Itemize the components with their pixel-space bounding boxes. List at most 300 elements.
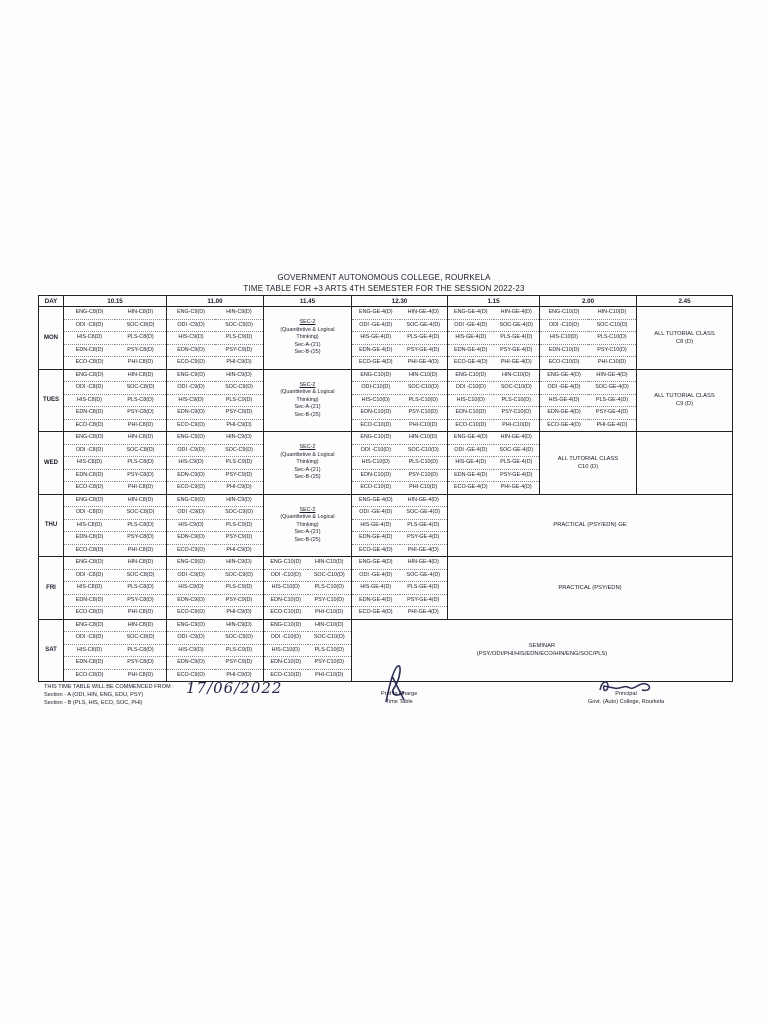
subject-code: HIN-C9(D) [215,432,263,445]
subject-code: ENG-C9(D) [167,620,215,633]
subject-code: PSY-GE-4(D) [400,345,448,358]
subject-code: SOC-C9(D) [215,445,263,458]
col-header-1145: 11.45 [264,296,352,307]
sec2-block [264,444,351,482]
slot-1230 [352,369,448,432]
subject-grid [264,620,351,682]
subject-code: HIS-C10(D) [264,645,308,658]
col-header-1230: 12.30 [352,296,448,307]
tutorial-label: ALL TUTORIAL CLASS [654,393,715,400]
subject-code: PHI-C9(D) [226,484,252,490]
subject-code: PLS-C8(D) [115,520,166,533]
subject-code: PSY-C10(D) [308,657,352,670]
subject-code: PHI-C10(D) [315,671,344,678]
sec2-block [264,319,351,357]
subject-code: ECO-C9(D) [177,609,205,615]
slot-practical: PRACTICAL (PSY/EDN) GE [448,494,733,557]
subject-code: HIS-C10(D) [540,332,588,345]
subject-code: ENG-GE-4(D) [352,557,400,570]
slot-115 [448,432,540,495]
slot-115 [448,307,540,370]
subject-code: PSY-C8(D) [115,345,166,358]
subject-code: ENG-GE-4(D) [352,307,400,320]
subject-code: ENG-C8(D) [64,557,115,570]
subject-grid [540,307,636,369]
subject-code: HIN-GE-4(D) [494,432,540,445]
subject-code: SOC-C9(D) [215,382,263,395]
subject-code: HIN-C10(D) [400,370,448,383]
day-label: TUES [39,369,64,432]
subject-code: EDN-C10(D) [264,595,308,608]
subject-code: PLS-C10(D) [308,582,352,595]
slot-1015 [64,619,167,682]
subject-code: SOC-GE-4(D) [400,570,448,583]
subject-code: ODI -GE-4(D) [352,570,400,583]
tutorial-label: ALL TUTORIAL CLASS [557,455,619,462]
subject-code: ODI -C8(D) [64,570,115,583]
slot-1015 [64,494,167,557]
subject-code: EDN-GE-4(D) [352,345,400,358]
sec2-line: Sec-A-(21) [294,529,321,535]
subject-code: HIS-C8(D) [64,395,115,408]
subject-code: PSY-C8(D) [115,595,166,608]
subject-code: PSY-C8(D) [115,470,166,483]
subject-code: HIS-GE-4(D) [352,520,400,533]
slot-1100 [167,619,264,682]
subject-code: PLS-C9(D) [215,395,263,408]
subject-code: HIN-C8(D) [115,557,166,570]
col-header-1100: 11.00 [167,296,264,307]
subject-code: SOC-GE-4(D) [400,320,448,333]
subject-code: HIS-C10(D) [264,582,308,595]
subject-code: PHI-GE-4(D) [407,609,439,615]
subject-grid [352,370,447,432]
subject-code: ENG-C10(D) [540,307,588,320]
subject-code: ECO-GE-4(D) [358,546,393,553]
subject-code: PHI-GE-4(D) [500,359,532,365]
subject-code: PHI-C8(D) [127,671,154,678]
subject-grid [167,307,263,369]
subject-code: HIS-C10(D) [352,457,400,470]
subject-code: HIN-C9(D) [215,620,263,633]
subject-code: ENG-C8(D) [64,620,115,633]
subject-code: HIS-C8(D) [64,457,115,470]
subject-code: ODI -GE-4(D) [448,445,494,458]
col-header-day: DAY [39,296,64,307]
subject-code: EDN-C10(D) [352,407,400,420]
subject-code: ENG-GE-4(D) [448,307,494,320]
subject-code: PLS-C10(D) [400,457,448,470]
subject-code: SOC-C10(D) [308,632,352,645]
subject-code: PLS-C8(D) [115,332,166,345]
subject-code: SOC-C9(D) [215,632,263,645]
subject-code: ENG-C10(D) [264,557,308,570]
slot-200 [540,307,637,370]
subject-code: HIN-C9(D) [215,307,263,320]
subject-code: PSY-GE-4(D) [494,470,540,483]
subject-code: HIS-C9(D) [167,645,215,658]
sec2-line: (Quantitetive & Logical [280,514,335,520]
subject-code: PHI-C10(D) [315,609,344,615]
subject-code: ECO-C10(D) [360,484,392,490]
slot-1230 [352,432,448,495]
header-row [39,296,733,307]
subject-code: PHI-C10(D) [409,421,438,428]
subject-code: ECO-GE-4(D) [358,609,393,615]
slot-1145-sec2 [264,494,352,557]
subject-code: ODI -C10(D) [264,632,308,645]
subject-code: ODI -GE-4(D) [540,382,588,395]
subject-code: SOC-C10(D) [400,445,448,458]
subject-code: ECO-C8(D) [75,546,104,553]
subject-code: ODI -C9(D) [167,570,215,583]
subject-code: ECO-GE-4(D) [547,421,581,428]
subject-code: PLS-GE-4(D) [400,582,448,595]
subject-code: ECO-C8(D) [75,484,104,490]
slot-200-tutorial [540,432,637,495]
tutorial-label: ALL TUTORIAL CLASS [654,330,715,337]
subject-code: HIS-GE-4(D) [540,395,588,408]
subject-code: HIN-C10(D) [588,307,636,320]
subject-code: PHI-C10(D) [409,484,438,490]
slot-1015 [64,557,167,620]
principal-college: Govt. (Auto) College, Rourkela [587,699,665,705]
subject-code: HIS-C8(D) [64,520,115,533]
subject-code: HIS-C10(D) [448,395,494,408]
footer-notes [44,683,174,707]
subject-code: HIS-GE-4(D) [352,332,400,345]
slot-1100 [167,369,264,432]
subject-code: PSY-GE-4(D) [400,595,448,608]
slot-1145 [264,557,352,620]
section-a-note: Section - A (ODI, HIN, ENG, EDU, PSY) [44,692,144,698]
subject-code: ODI -C8(D) [64,632,115,645]
subject-grid [540,370,636,432]
subject-code: HIN-GE-4(D) [400,495,448,508]
col-header-115: 1.15 [448,296,540,307]
sec2-line: Sec-B-(25) [294,349,321,355]
subject-code: PSY-C9(D) [215,657,263,670]
subject-code: SOC-C8(D) [115,445,166,458]
subject-code: PLS-GE-4(D) [400,520,448,533]
day-label: WED [39,432,64,495]
subject-code: ENG-C9(D) [167,432,215,445]
subject-code: HIS-C9(D) [167,520,215,533]
slot-1015 [64,369,167,432]
subject-code: PLS-C10(D) [588,332,636,345]
subject-code: SOC-C8(D) [115,507,166,520]
subject-grid [64,307,166,369]
subject-code: HIN-C9(D) [215,370,263,383]
slot-1145-sec2 [264,369,352,432]
subject-code: SOC-C8(D) [115,632,166,645]
subject-code: ENG-C10(D) [352,432,400,445]
sec2-line: Sec-B-(25) [294,474,321,480]
subject-code: ECO-C10(D) [360,421,392,428]
subject-grid [352,307,447,369]
subject-code: HIS-C9(D) [167,582,215,595]
subject-grid [448,432,539,494]
subject-code: ECO-C9(D) [177,671,205,678]
subject-code: PHI-C10(D) [502,421,531,428]
slot-245-tutorial [637,369,733,432]
subject-code: ODI -C10(D) [264,570,308,583]
slot-1100 [167,557,264,620]
subject-code: PLS-GE-4(D) [400,332,448,345]
subject-code: ENG-C8(D) [64,370,115,383]
subject-code: PLS-C9(D) [215,457,263,470]
subject-grid [167,432,263,494]
subject-code: ECO-C9(D) [177,484,205,490]
col-header-1015: 10.15 [64,296,167,307]
day-label: MON [39,307,64,370]
slot-1100 [167,307,264,370]
subject-code: PLS-C10(D) [494,395,540,408]
subject-code: PSY-C8(D) [115,657,166,670]
subject-code: ODI -C8(D) [64,320,115,333]
subject-code: EDN-GE-4(D) [448,345,494,358]
subject-code: PLS-C9(D) [215,332,263,345]
subject-code: ENG-GE-4(D) [540,370,588,383]
prof-subtitle: Time Table [385,699,413,705]
sec2-line: (Quantitetive & Logical [280,326,335,333]
subject-code: PHI-C9(D) [226,546,252,553]
slot-245-empty [637,432,733,495]
subject-grid [352,557,447,619]
subject-code: PLS-GE-4(D) [494,457,540,470]
day-row-mon [39,307,733,370]
subject-code: SOC-C10(D) [308,570,352,583]
subject-code: PLS-GE-4(D) [588,395,636,408]
subject-code: SOC-C8(D) [115,320,166,333]
subject-code: ODI -C8(D) [64,507,115,520]
subject-code: ODI -C9(D) [167,320,215,333]
subject-code: SOC-C9(D) [215,320,263,333]
prof-title: Prof In Charge [381,691,418,697]
subject-code: ODI -C9(D) [167,632,215,645]
subject-code: HIS-GE-4(D) [448,332,494,345]
subject-code: HIS-C9(D) [167,332,215,345]
subject-grid [64,370,166,432]
principal-label [566,690,686,706]
subject-code: ODI -GE-4(D) [352,507,400,520]
subject-code: PLS-C10(D) [400,395,448,408]
subject-code: SOC-GE-4(D) [494,320,540,333]
subject-code: PSY-GE-4(D) [400,532,448,545]
sec2-line: Thinking) [296,459,319,465]
subject-code: ECO-C8(D) [75,609,104,615]
principal-title: Principal [615,691,637,697]
tutorial-code: C8 (D) [675,338,694,345]
day-row-tues [39,369,733,432]
col-header-245: 2.45 [637,296,733,307]
subject-code: EDN-C10(D) [352,470,400,483]
slot-1015 [64,432,167,495]
subject-code: EDN-C9(D) [167,345,215,358]
subject-grid [448,307,539,369]
subject-code: PHI-C9(D) [226,421,252,428]
slot-245-tutorial [637,307,733,370]
subject-code: PHI-C9(D) [226,671,252,678]
sec2-line: Sec-B-(25) [294,536,321,543]
subject-grid [64,432,166,494]
subject-code: ECO-C10(D) [270,609,302,615]
subject-grid [167,370,263,432]
sec2-line: Sec-A-(21) [294,404,321,410]
subject-code: ENG-C8(D) [64,432,115,445]
subject-code: SOC-C10(D) [588,320,636,333]
subject-code: PSY-C8(D) [115,407,166,420]
subject-grid [167,557,263,619]
subject-code: PHI-C8(D) [127,609,154,615]
subject-code: SOC-GE-4(D) [494,445,540,458]
subject-code: EDN-C9(D) [167,470,215,483]
subject-grid [167,620,263,682]
subject-code: PSY-C9(D) [215,595,263,608]
subject-code: PHI-GE-4(D) [407,546,439,553]
subject-code: HIN-C8(D) [115,495,166,508]
subject-code: EDN-C9(D) [167,595,215,608]
subject-code: EDN-C8(D) [64,345,115,358]
subject-code: ENG-C9(D) [167,495,215,508]
subject-grid [448,370,539,432]
sec2-block [264,507,351,545]
subject-code: PLS-C9(D) [215,645,263,658]
subject-code: SOC-GE-4(D) [400,507,448,520]
subject-code: ENG-C8(D) [64,495,115,508]
subject-code: PSY-C10(D) [400,470,448,483]
subject-code: ECO-C10(D) [455,421,487,428]
subject-code: PHI-C8(D) [127,359,154,365]
subject-code: HIN-C10(D) [494,370,540,383]
subject-code: PLS-C10(D) [308,645,352,658]
subject-code: PLS-C8(D) [115,395,166,408]
subject-grid [264,557,351,619]
subject-code: SOC-C9(D) [215,507,263,520]
sec2-title: SEC-2 [299,444,316,450]
subject-code: PSY-GE-4(D) [588,407,636,420]
subject-grid [64,620,166,682]
subject-code: HIS-C10(D) [352,395,400,408]
subject-code: ECO-GE-4(D) [358,359,393,365]
subject-code: ODI -C9(D) [167,507,215,520]
sec2-title: SEC-2 [299,506,316,513]
subject-code: HIS-C9(D) [167,457,215,470]
subject-code: PSY-C9(D) [215,532,263,545]
subject-code: ECO-GE-4(D) [453,484,488,490]
slot-115 [448,369,540,432]
subject-code: EDN-C10(D) [264,657,308,670]
subject-code: ENG-C10(D) [264,620,308,633]
subject-code: PLS-C9(D) [215,520,263,533]
slot-seminar [352,619,733,682]
commence-date-handwritten: 17/06/2022 [186,679,283,697]
subject-code: HIN-C8(D) [115,432,166,445]
subject-code: ECO-C8(D) [75,671,104,678]
sec2-line: Sec-B-(25) [294,411,321,418]
subject-code: ECO-C8(D) [75,421,104,428]
subject-code: EDN-C8(D) [64,407,115,420]
subject-code: PHI-C10(D) [597,359,627,365]
subject-code: EDN-C9(D) [167,657,215,670]
subject-code: ODI -C10(D) [540,320,588,333]
subject-code: HIN-GE-4(D) [494,307,540,320]
day-label: FRI [39,557,64,620]
subject-code: PLS-C8(D) [115,645,166,658]
subject-code: EDN-C8(D) [64,532,115,545]
subject-code: ECO-C10(D) [548,359,580,365]
subject-code: SOC-C9(D) [215,570,263,583]
subject-code: HIN-GE-4(D) [400,307,448,320]
slot-1230 [352,307,448,370]
day-label: SAT [39,619,64,682]
subject-code: HIN-C9(D) [215,557,263,570]
subject-code: PSY-C9(D) [215,407,263,420]
document-header [0,272,768,294]
subject-code: ECO-C9(D) [177,359,205,365]
section-b-note: Section - B (PLS, HIS, ECO, SOC, PHI) [44,700,143,706]
subject-code: PSY-C9(D) [215,470,263,483]
subject-code: ODI -GE-4(D) [352,320,400,333]
subject-code: HIN-C8(D) [115,370,166,383]
subject-code: ECO-GE-4(D) [453,359,488,365]
subject-code: PSY-C10(D) [494,407,540,420]
subject-code: PSY-C8(D) [115,532,166,545]
subject-code: HIS-GE-4(D) [352,582,400,595]
slot-200 [540,369,637,432]
subject-code: HIN-C9(D) [215,495,263,508]
subject-code: SOC-C10(D) [494,382,540,395]
subject-code: SOC-GE-4(D) [588,382,636,395]
slot-1230 [352,557,448,620]
day-row-thu [39,494,733,557]
subject-code: ENG-GE-4(D) [448,432,494,445]
subject-code: EDN-C9(D) [167,532,215,545]
subject-code: PHI-C8(D) [127,484,154,490]
subject-code: HIN-C8(D) [115,307,166,320]
subject-code: PLS-C9(D) [215,582,263,595]
subject-code: ENG-C8(D) [64,307,115,320]
subject-grid [352,495,447,557]
timetable-subtitle: TIME TABLE FOR +3 ARTS 4TH SEMESTER FOR THE SESSION 2022-23 [243,284,525,293]
subject-code: HIN-GE-4(D) [400,557,448,570]
slot-1100 [167,494,264,557]
subject-code: ENG-C9(D) [167,557,215,570]
seminar-subjects: (PSY/ODI/PHI/HIS/EDN/ECO/HIN/ENG/SOC/PLS) [476,651,608,658]
slot-1145-sec2 [264,432,352,495]
subject-code: EDN-C9(D) [167,407,215,420]
subject-code: EDN-C10(D) [448,407,494,420]
subject-code: ODI -C8(D) [64,445,115,458]
subject-code: SOC-C8(D) [115,570,166,583]
subject-code: PSY-C10(D) [400,407,448,420]
subject-code: ENG-C10(D) [352,370,400,383]
subject-code: HIS-C8(D) [64,332,115,345]
subject-code: ENG-C9(D) [167,307,215,320]
slot-1145-sec2 [264,307,352,370]
subject-code: ODI-C10(D) [352,382,400,395]
subject-code: PLS-GE-4(D) [494,332,540,345]
sec2-title: SEC-2 [299,319,316,325]
subject-grid [352,432,447,494]
sec2-line: Thinking) [296,521,319,528]
subject-code: HIN-C10(D) [308,620,352,633]
day-row-wed [39,432,733,495]
subject-code: PHI-C8(D) [127,421,154,428]
subject-code: SOC-C8(D) [115,382,166,395]
subject-code: HIN-GE-4(D) [588,370,636,383]
day-label: THU [39,494,64,557]
